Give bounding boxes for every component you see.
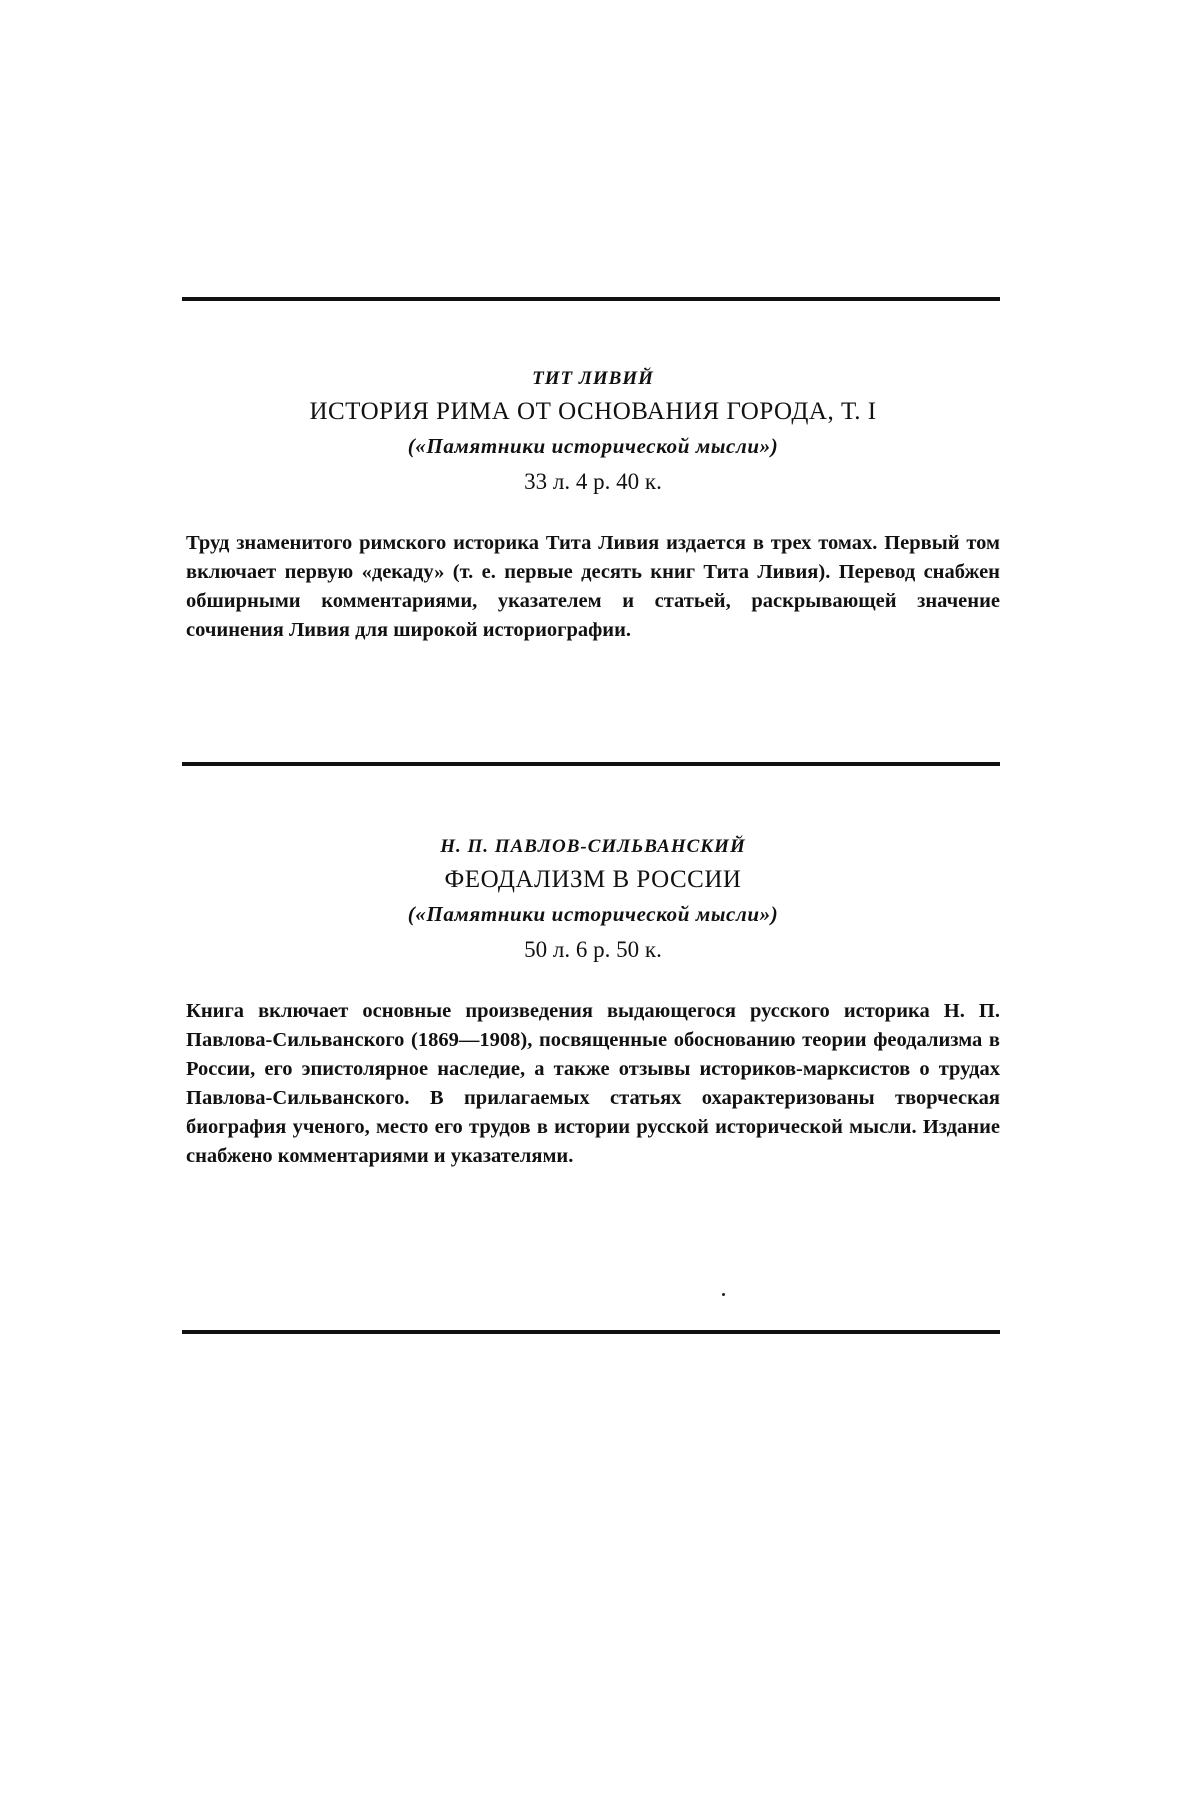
book-price: 33 л. 4 р. 40 к.	[524, 469, 662, 494]
book-author: Н. П. ПАВЛОВ-СИЛЬВАНСКИЙ	[440, 836, 746, 857]
book-series: («Памятники исторической мысли»)	[407, 902, 779, 926]
divider-middle	[182, 762, 1000, 766]
book-description: Книга включает основные произведения выдающегося русского историка Н. П. Павлова-Сильванского (1869—1908), посвященные обоснованию теории феодализма в России, его эпистолярное наследие, а также отзывы историков-марксистов о трудах Павлова-Сильванского. В прилагаемых статьях охарактеризованы творческая биография ученого, место его трудов в истории русской исторической мысли. Издание снабжено комментариями и указателями.	[186, 1000, 1000, 1167]
book-title: ФЕОДАЛИЗМ В РОССИИ	[444, 866, 742, 893]
book-series: («Памятники исторической мысли»)	[407, 434, 779, 458]
divider-top	[182, 297, 1000, 301]
book-entry-livy	[186, 368, 1000, 645]
book-entry-pavlov-silvansky	[186, 836, 1000, 1171]
book-description: Труд знаменитого римского историка Тита Ливия издается в трех томах. Первый том включает первую «декаду» (т. е. первые десять книг Тита Ливия). Перевод снабжен обширными комментариями, указателем и статьей, раскрывающей значение сочинения Ливия для широкой историографии.	[186, 532, 1000, 641]
divider-bottom	[182, 1330, 1000, 1334]
print-speck	[722, 1293, 725, 1296]
book-price: 50 л. 6 р. 50 к.	[524, 937, 662, 962]
book-author: ТИТ ЛИВИЙ	[532, 368, 654, 389]
book-title: ИСТОРИЯ РИМА ОТ ОСНОВАНИЯ ГОРОДА, Т. I	[309, 398, 877, 425]
